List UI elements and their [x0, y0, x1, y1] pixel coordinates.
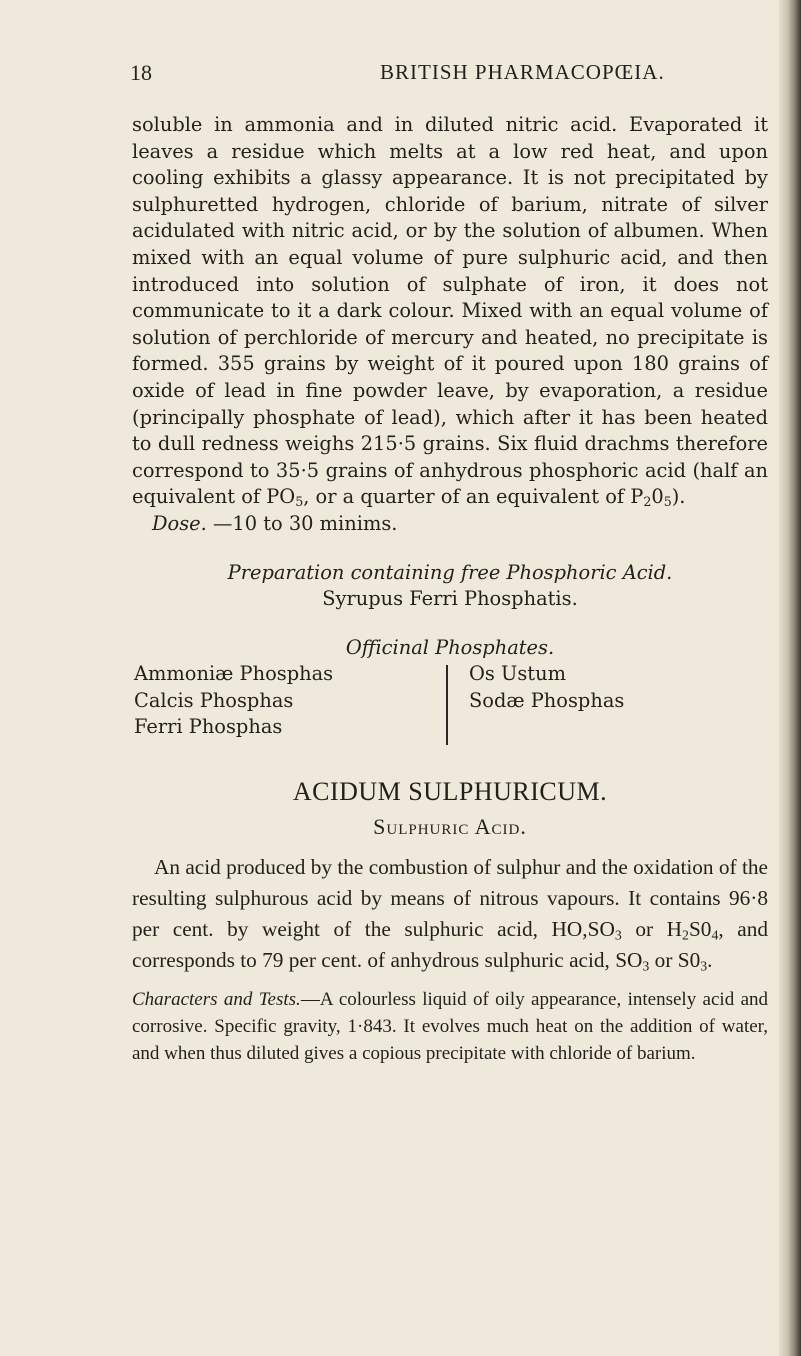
- officinal-phosphates-table: [132, 661, 768, 745]
- phosphate-item: Ammoniæ Phosphas: [134, 662, 334, 686]
- officinal-heading: Officinal Phosphates.: [345, 635, 555, 659]
- page-body: [132, 112, 768, 1067]
- phosphate-item: Ferri Phosphas: [134, 715, 283, 739]
- phosphate-item: Calcis Phosphas: [134, 688, 294, 712]
- description-paragraph: An acid produced by the combustion of sulphur and the oxidation of the resulting sulphurous acid by means of nitrous vapours. It contains 96·8 per cent. by weight of the sulphuric acid, $HO,SO_3$ or $H_2S0_4$, and corresponds to 79 per cent. of anhydrous sulphuric acid, $SO_3$ or $S0_3$.: [132, 855, 768, 974]
- dose-label: Dose.: [152, 511, 207, 535]
- characters-text: —A colourless liquid of oily appearance, intensely acid and corrosive. Specific gravity, 1·843. It evolves much heat on the addition of water, and when thus diluted gives a copious precipitate with chloride of barium.: [132, 989, 768, 1065]
- phosphates-left-column: [134, 661, 333, 741]
- preparation-heading: Preparation containing free Phosphoric Acid.: [227, 560, 673, 584]
- dose-text: —10 to 30 minims.: [206, 511, 398, 535]
- continuation-paragraph: soluble in ammonia and in diluted nitric acid. Evaporated it leaves a residue which melts at a low red heat, and upon cooling exhibits a glassy appearance. It is not precipitated by sulphuretted hydrogen, chloride of barium, nitrate of silver acidulated with nitric acid, or by the solution of albumen. When mixed with an equal volume of pure sulphuric acid, and then introduced into solution of sulphate of iron, it does not communicate to it a dark colour. Mixed with an equal volume of solution of perchloride of mercury and heated, no precipitate is formed. 355 grains by weight of it poured upon 180 grains of oxide of lead in fine powder leave, by evaporation, a residue (principally phosphate of lead), which after it has been heated to dull redness weighs 215·5 grains. Six fluid drachms therefore correspond to 35·5 grains of anhydrous phosphoric acid (half an equivalent of $PO_5$, or a quarter of an equivalent of $P_20_5$).: [132, 113, 768, 510]
- characters-paragraph: [132, 986, 768, 1067]
- section-title: ACIDUM SULPHURICUM.: [292, 777, 608, 807]
- phosphates-right-column: [469, 661, 624, 714]
- phosphate-item: Sodæ Phosphas: [469, 688, 625, 712]
- phosphate-item: Os Ustum: [469, 662, 566, 686]
- page-number: 18: [130, 60, 152, 85]
- running-title: BRITISH PHARMACOPŒIA.: [380, 60, 665, 84]
- page-header: [130, 60, 770, 94]
- dose-line: [132, 511, 768, 538]
- preparation-item: Syrupus Ferri Phosphatis.: [322, 587, 578, 611]
- column-divider: [446, 665, 448, 745]
- section-subtitle: Sulphuric Acid.: [373, 813, 527, 839]
- characters-label: Characters and Tests.: [132, 989, 301, 1011]
- page-edge-shadow: [779, 0, 801, 1356]
